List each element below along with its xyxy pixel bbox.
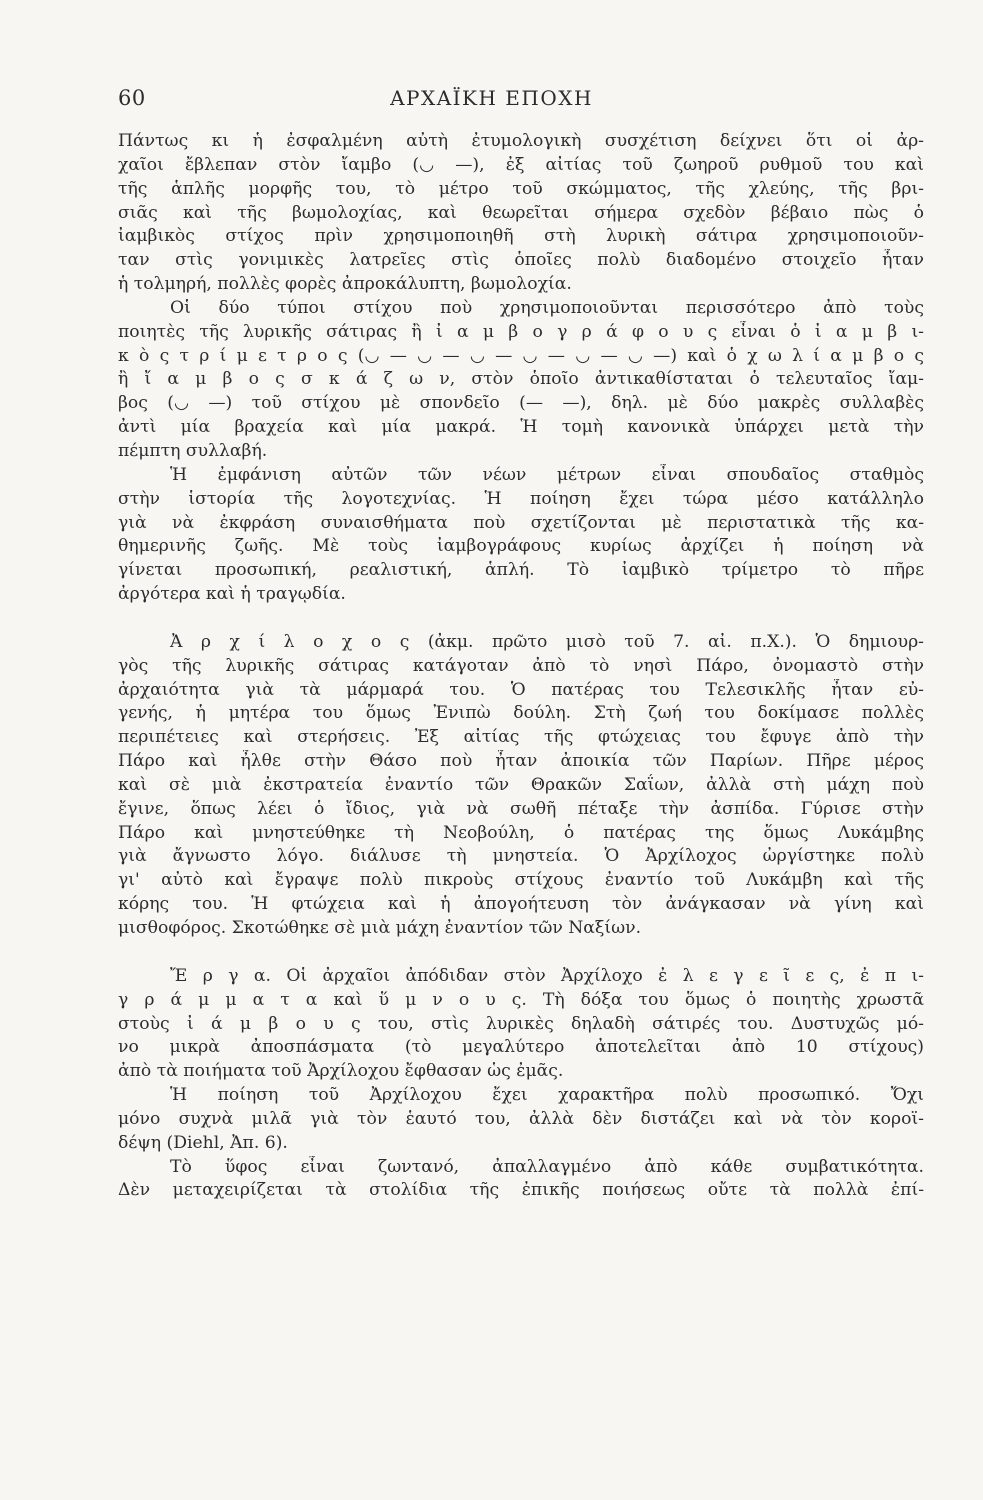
text-line: ἔγινε, ὅπως λέει ὁ ἴδιος, γιὰ νὰ σωθῆ πέταξε τὴν ἀσπίδα. Γύρισε στὴν [118,798,924,819]
text-line: γὸς τῆς λυρικῆς σάτιρας κατάγοταν ἀπὸ τὸ νησὶ Πάρο, ὀνομαστὸ στὴν [118,655,924,676]
section-spacer [118,941,924,965]
text-line: ἢ ἴ α μ β ο ς σ κ ά ζ ω ν, στὸν ὁποῖο ἀντικαθίσταται ὁ τελευταῖος ἴαμ- [118,369,924,390]
paragraph [118,1156,924,1204]
text-line: στὴν ἱστορία τῆς λογοτεχνίας. Ἡ ποίηση ἔχει τώρα μέσο κατάλληλο [118,488,924,509]
text-line: ἀντὶ μία βραχεία καὶ μία μακρά. Ἡ τομὴ κανονικὰ ὑπάρχει μετὰ τὴν [118,417,924,438]
text-line: ποιητὲς τῆς λυρικῆς σάτιρας ἢ ἰ α μ β ο γ ρ ά φ ο υ ς εἶναι ὁ ἰ α μ β ι- [118,321,924,342]
paragraph [118,130,924,297]
text-line: χαῖοι ἔβλεπαν στὸν ἴαμβο (◡ —), ἐξ αἰτίας τοῦ ζωηροῦ ρυθμοῦ του καὶ [118,154,924,175]
text-line: ἀπὸ τὰ ποιήματα τοῦ Ἀρχίλοχου ἔφθασαν ὡς ἐμᾶς. [118,1061,564,1082]
text-line: γ ρ ά μ μ α τ α καὶ ὕ μ ν ο υ ς. Τὴ δόξα του ὅμως ὁ ποιητὴς χρωστᾶ [118,989,924,1010]
text-line: Ἔ ρ γ α. Οἱ ἀρχαῖοι ἀπόδιδαν στὸν Ἀρχίλοχο ἐ λ ε γ ε ῖ ε ς, ἐ π ι- [170,965,924,986]
text-line: Πάρο καὶ μνηστεύθηκε τὴ Νεοβούλη, ὁ πατέρας της ὅμως Λυκάμβης [118,822,924,843]
text-line: καὶ σὲ μιὰ ἐκστρατεία ἐναντίο τῶν Θρακῶν Σαΐων, ἀλλὰ στὴ μάχη ποὺ [118,774,924,795]
paragraph [118,631,924,941]
text-line: κόρης του. Ἡ φτώχεια καὶ ἡ ἀπογοήτευση τὸν ἀνάγκασαν νὰ γίνη καὶ [118,894,924,915]
text-line: Ἀ ρ χ ί λ ο χ ο ς (ἀκμ. πρῶτο μισὸ τοῦ 7. αἰ. π.Χ.). Ὁ δημιουρ- [170,631,924,652]
text-line: δέψη (Diehl, Ἀπ. 6). [118,1132,288,1153]
text-line: γενής, ἡ μητέρα του ὅμως Ἐνιπὼ δούλη. Στὴ ζωή του δοκίμασε πολλὲς [118,703,924,724]
running-title: ΑΡΧΑΪΚΗ ΕΠΟΧΗ [390,86,593,110]
text-line: Ἡ ποίηση τοῦ Ἀρχίλοχου ἔχει χαρακτῆρα πολὺ προσωπικό. Ὄχι [170,1085,924,1106]
text-line: Οἱ δύο τύποι στίχου ποὺ χρησιμοποιοῦνται περισσότερο ἀπὸ τοὺς [170,297,924,318]
text-line: μόνο συχνὰ μιλᾶ γιὰ τὸν ἑαυτό του, ἀλλὰ δὲν διστάζει καὶ νὰ τὸν κοροϊ- [118,1108,924,1129]
text-line: Πάρο καὶ ἦλθε στὴν Θάσο ποὺ ἦταν ἀποικία τῶν Παρίων. Πῆρε μέρος [118,751,924,772]
text-line: ταν στὶς γονιμικὲς λατρεῖες στὶς ὁποῖες πολὺ διαδομένο στοιχεῖο ἦταν [118,250,924,271]
text-line: γιὰ νὰ ἐκφράση συναισθήματα ποὺ σχετίζονται μὲ περιστατικὰ τῆς κα- [118,512,924,533]
text-line: ἀργότερα καὶ ἡ τραγῳδία. [118,584,346,605]
body-text [118,130,924,1203]
paragraph [118,297,924,464]
text-line: βος (◡ —) τοῦ στίχου μὲ σπονδεῖο (— —), δηλ. μὲ δύο μακρὲς συλλαβὲς [118,393,924,414]
text-line: ἰαμβικὸς στίχος πρὶν χρησιμοποιηθῆ στὴ λυρικὴ σάτιρα χρησιμοποιοῦν- [118,226,924,247]
paragraph [118,464,924,607]
text-line: γίνεται προσωπική, ρεαλιστική, ἁπλή. Τὸ ἰαμβικὸ τρίμετρο τὸ πῆρε [118,560,924,581]
text-line: κ ὸ ς τ ρ ί μ ε τ ρ ο ς (◡ — ◡ — ◡ — ◡ — ◡ — ◡ —) καὶ ὁ χ ω λ ί α μ β ο ς [118,345,924,366]
text-line: πέμπτη συλλαβή. [118,440,268,461]
section-spacer [118,607,924,631]
text-line: τῆς ἁπλῆς μορφῆς του, τὸ μέτρο τοῦ σκώμματος, τῆς χλεύης, τῆς βρι- [118,178,924,199]
text-line: γι' αὐτὸ καὶ ἔγραψε πολὺ πικροὺς στίχους ἐναντίο τοῦ Λυκάμβη καὶ τῆς [118,870,924,891]
text-line: θημερινῆς ζωῆς. Μὲ τοὺς ἰαμβογράφους κυρίως ἀρχίζει ἡ ποίηση νὰ [118,536,924,557]
text-line: Ἡ ἐμφάνιση αὐτῶν τῶν νέων μέτρων εἶναι σπουδαῖος σταθμὸς [170,464,924,485]
text-line: νο μικρὰ ἀποσπάσματα (τὸ μεγαλύτερο ἀποτελεῖται ἀπὸ 10 στίχους) [118,1037,924,1058]
text-line: ἡ τολμηρή, πολλὲς φορὲς ἀπροκάλυπτη, βωμολοχία. [118,274,572,295]
page-number: 60 [118,86,146,110]
text-line: περιπέτειες καὶ στερήσεις. Ἐξ αἰτίας τῆς φτώχειας του ἔφυγε ἀπὸ τὴν [118,727,924,748]
text-line: γιὰ ἄγνωστο λόγο. διάλυσε τὴ μνηστεία. Ὁ Ἀρχίλοχος ὠργίστηκε πολὺ [118,846,924,867]
text-line: σιᾶς καὶ τῆς βωμολοχίας, καὶ θεωρεῖται σήμερα σχεδὸν βέβαιο πὼς ὁ [118,202,924,223]
text-line: μισθοφόρος. Σκοτώθηκε σὲ μιὰ μάχη ἐναντίον τῶν Ναξίων. [118,918,642,938]
text-line: Δὲν μεταχειρίζεται τὰ στολίδια τῆς ἐπικῆς ποιήσεως οὔτε τὰ πολλὰ ἐπί- [118,1180,924,1201]
text-line: ἀρχαιότητα γιὰ τὰ μάρμαρά του. Ὁ πατέρας του Τελεσικλῆς ἦταν εὐ- [118,679,924,700]
paragraph [118,1084,924,1156]
text-line: Πάντως κι ἡ ἐσφαλμένη αὐτὴ ἐτυμολογικὴ συσχέτιση δείχνει ὅτι οἱ ἀρ- [118,131,924,151]
text-line: στοὺς ἰ ά μ β ο υ ς του, στὶς λυρικὲς δηλαδὴ σάτιρές του. Δυστυχῶς μό- [118,1013,924,1034]
paragraph [118,965,924,1084]
text-line: Τὸ ὕφος εἶναι ζωντανό, ἀπαλλαγμένο ἀπὸ κάθε συμβατικότητα. [170,1156,924,1177]
